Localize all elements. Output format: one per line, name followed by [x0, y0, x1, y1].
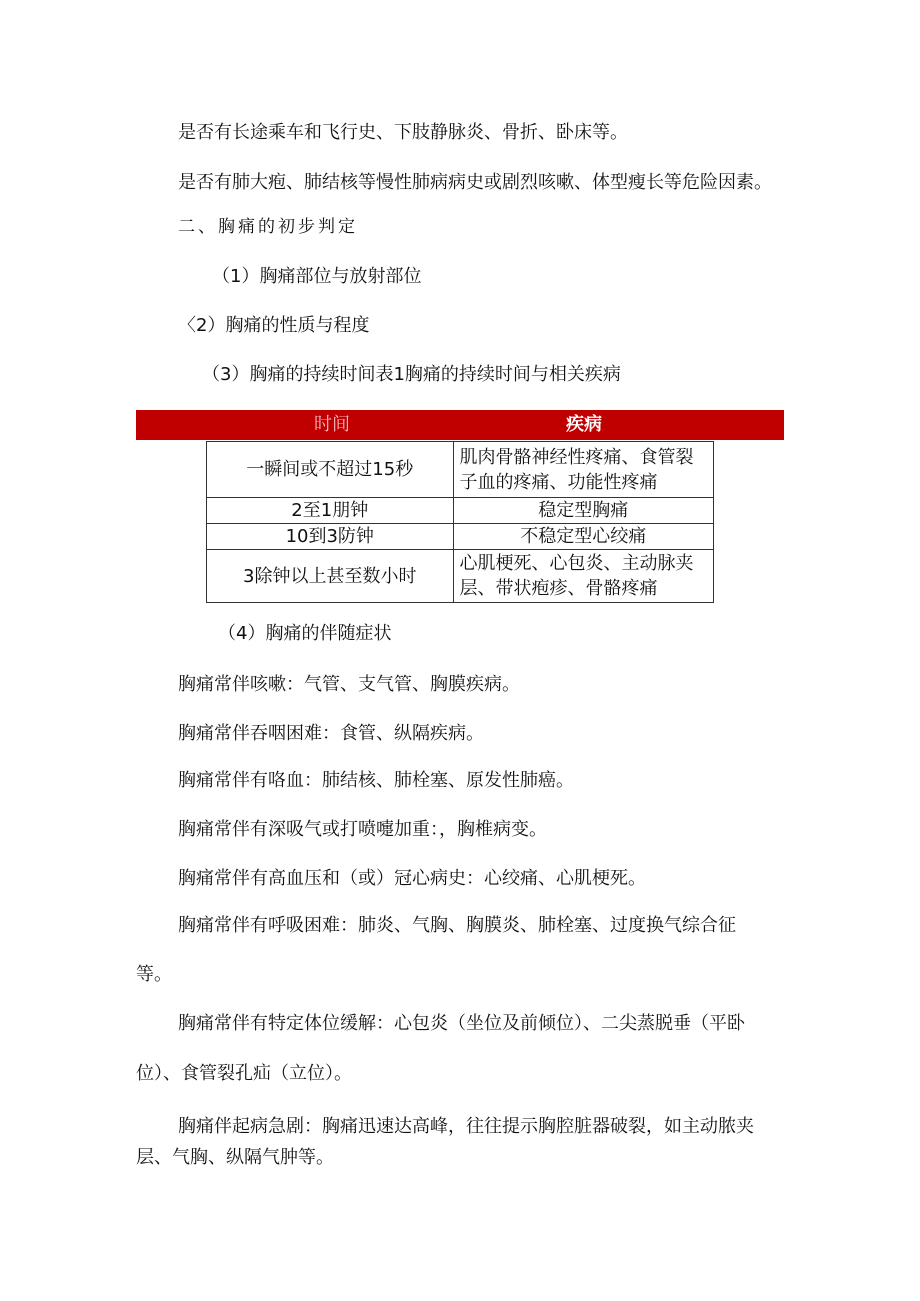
paragraph-continuation: 等。	[136, 964, 172, 985]
cell-line: 肌肉骨骼神经性疼痛、食管裂	[459, 446, 694, 468]
cell-line: 心肌梗死、心包炎、主动脉夹	[459, 553, 694, 574]
table-cell-disease: 不稳定型心绞痛	[453, 524, 714, 550]
paragraph: 胸痛常伴吞咽困难：食管、纵隔疾病。	[178, 723, 484, 744]
paragraph: 胸痛常伴有咯血：肺结核、肺栓塞、原发性肺癌。	[178, 770, 574, 791]
subheading: （3）胸痛的持续时间表1胸痛的持续时间与相关疾病	[202, 364, 621, 385]
cell-line: 子血的疼痛、功能性疼痛	[459, 471, 658, 493]
paragraph: 是否有长途乘车和飞行史、下肢静脉炎、骨折、卧床等。	[178, 122, 628, 143]
paragraph: 是否有肺大疱、肺结核等慢性肺病病史或剧烈咳嗽、体型瘦长等危险因素。	[178, 172, 772, 193]
paragraph: 胸痛常伴有呼吸困难：肺炎、气胸、胸膜炎、肺栓塞、过度换气综合征	[178, 915, 736, 936]
table-cell-time: 2至1朋钟	[207, 498, 454, 524]
table-row	[207, 498, 714, 524]
table-cell-disease: 稳定型胸痛	[453, 498, 714, 524]
duration-table	[206, 441, 714, 603]
paragraph: 胸痛伴起病急剧：胸痛迅速达高峰，往往提示胸腔脏器破裂，如主动脓夹	[178, 1116, 754, 1137]
table-cell-time: 10到3防钟	[207, 524, 454, 550]
table-header-disease: 疾病	[566, 414, 602, 435]
table-cell-time: 3除钟以上甚至数小时	[207, 550, 454, 603]
paragraph: 胸痛常伴有特定体位缓解：心包炎（坐位及前倾位）、二尖蒸脱垂（平卧	[178, 1013, 745, 1034]
table-row	[207, 524, 714, 550]
paragraph: 胸痛常伴咳嗽：气管、支气管、胸膜疾病。	[178, 674, 520, 695]
section-heading: 二、胸痛的初步判定	[178, 217, 358, 237]
paragraph: 胸痛常伴有深吸气或打喷嚏加重：，胸椎病变。	[178, 819, 547, 840]
table-row	[207, 550, 714, 603]
table-cell-time: 一瞬间或不超过15秒	[207, 442, 454, 498]
table-cell-disease	[453, 442, 714, 498]
paragraph-continuation: 位）、食管裂孔疝（立位）。	[136, 1063, 352, 1084]
subheading: （4）胸痛的伴随症状	[218, 623, 392, 644]
table-header	[136, 410, 784, 440]
cell-line: 层、带状疱疹、骨骼疼痛	[459, 578, 658, 599]
subheading: 〈2）胸痛的性质与程度	[178, 315, 370, 336]
table-header-time: 时间	[314, 414, 350, 435]
paragraph-continuation: 层、气胸、纵隔气肿等。	[136, 1147, 334, 1168]
paragraph: 胸痛常伴有高血压和（或）冠心病史：心绞痛、心肌梗死。	[178, 868, 646, 889]
table-row	[207, 442, 714, 498]
table-cell-disease	[453, 550, 714, 603]
subheading: （1）胸痛部位与放射部位	[212, 266, 422, 287]
